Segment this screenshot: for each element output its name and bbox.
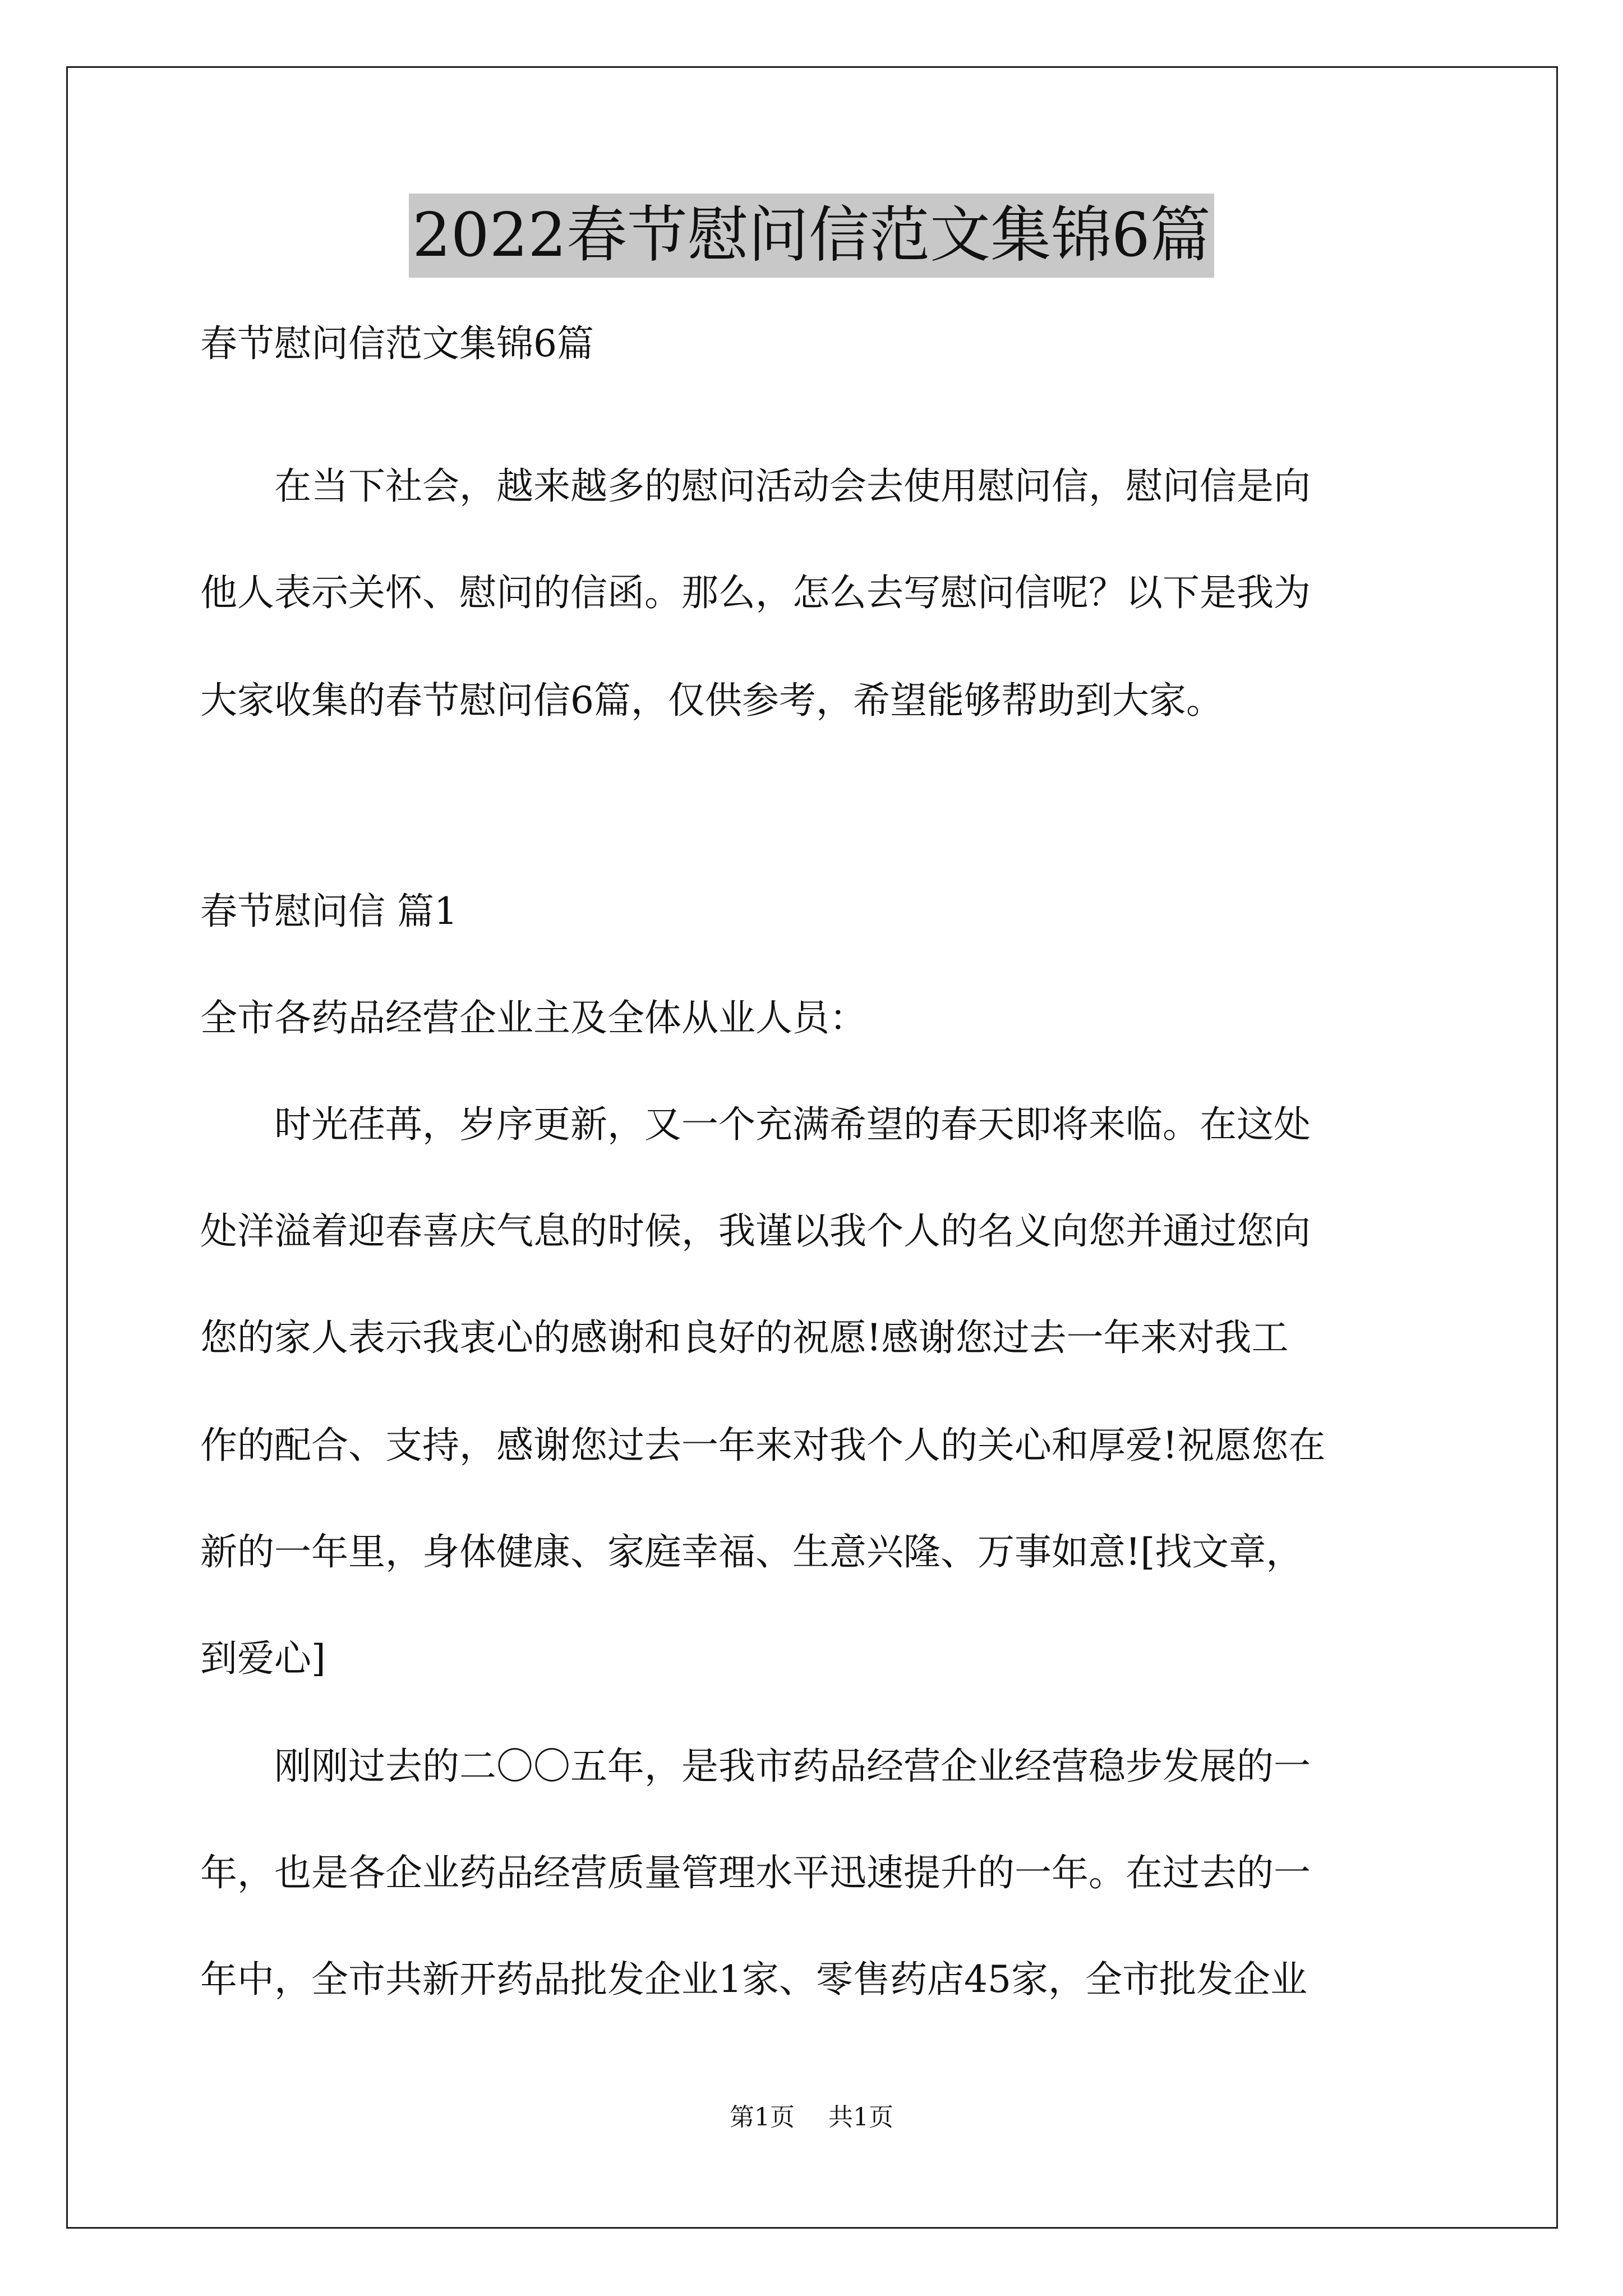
page-total: 共1页 bbox=[828, 2103, 893, 2132]
paragraph-line: 处洋溢着迎春喜庆气息的时候，我谨以我个人的名义向您并通过您向 bbox=[200, 1209, 1311, 1253]
page-footer bbox=[0, 2101, 1623, 2134]
paragraph-line: 刚刚过去的二〇〇五年，是我市药品经营企业经营稳步发展的一 bbox=[200, 1745, 1311, 1788]
paragraph-line: 他人表示关怀、慰问的信函。那么，怎么去写慰问信呢？以下是我为 bbox=[200, 571, 1311, 614]
paragraph-line: 新的一年里，身体健康、家庭幸福、生意兴隆、万事如意![找文章， bbox=[200, 1530, 1303, 1573]
title-container bbox=[0, 194, 1623, 278]
paragraph-line: 时光荏苒，岁序更新，又一个充满希望的春天即将来临。在这处 bbox=[200, 1103, 1311, 1146]
document-title: 2022春节慰问信范文集锦6篇 bbox=[409, 194, 1214, 278]
paragraph-line: 到爱心] bbox=[200, 1637, 326, 1680]
page-number: 第1页 bbox=[730, 2103, 795, 2132]
paragraph-line: 您的家人表示我衷心的感谢和良好的祝愿!感谢您过去一年来对我工 bbox=[200, 1316, 1289, 1359]
paragraph-line: 在当下社会，越来越多的慰问活动会去使用慰问信，慰问信是向 bbox=[200, 464, 1311, 508]
section-heading: 春节慰问信 篇1 bbox=[200, 890, 458, 933]
paragraph-line: 作的配合、支持，感谢您过去一年来对我个人的关心和厚爱!祝愿您在 bbox=[200, 1424, 1326, 1467]
paragraph-line: 年，也是各企业药品经营质量管理水平迅速提升的一年。在过去的一 bbox=[200, 1851, 1311, 1894]
salutation-line: 全市各药品经营企业主及全体从业人员： bbox=[200, 996, 866, 1039]
subtitle-line: 春节慰问信范文集锦6篇 bbox=[200, 322, 594, 365]
paragraph-line: 大家收集的春节慰问信6篇，仅供参考，希望能够帮助到大家。 bbox=[200, 679, 1223, 722]
paragraph-line: 年中，全市共新开药品批发企业1家、零售药店45家，全市批发企业 bbox=[200, 1958, 1307, 2001]
